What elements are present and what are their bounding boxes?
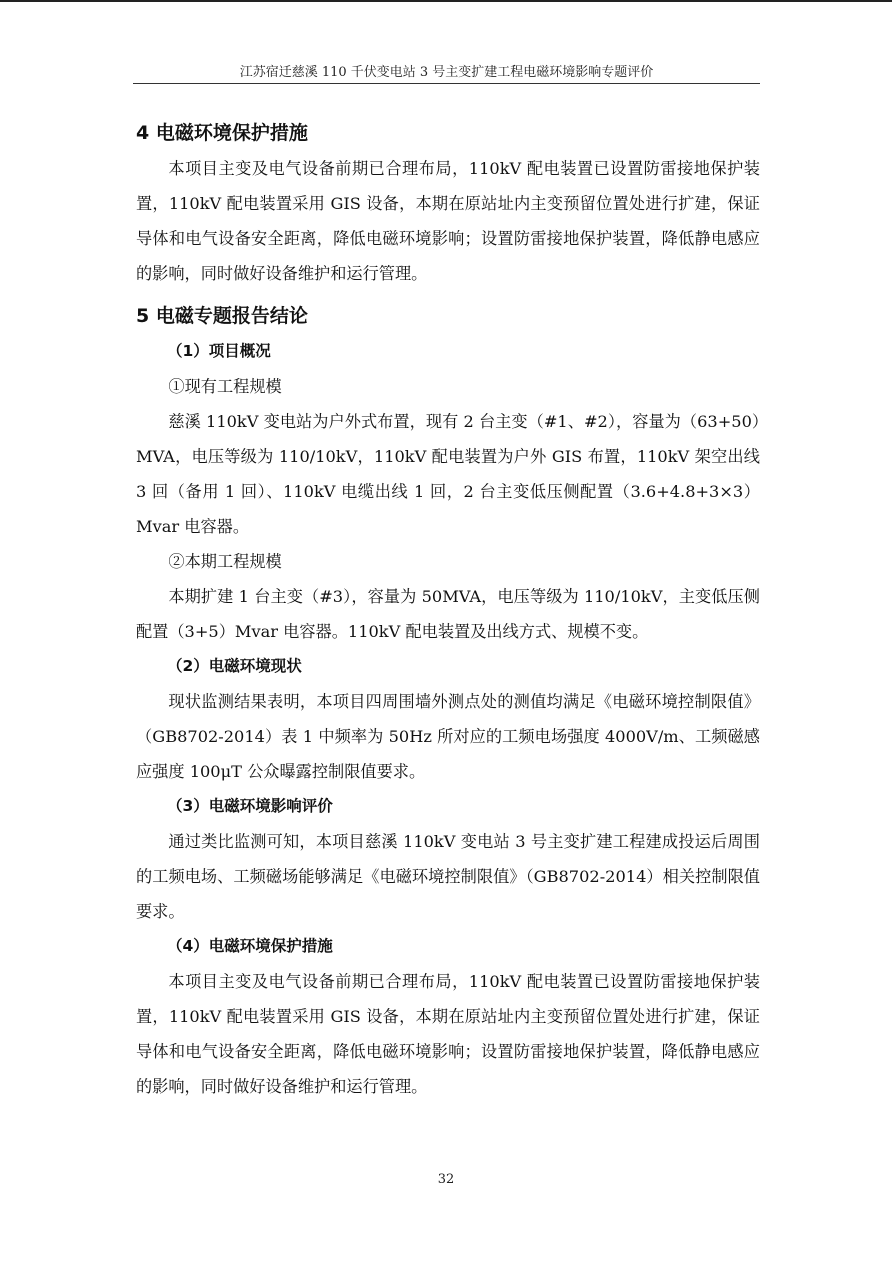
subsection-3-paragraph: 通过类比监测可知，本项目慈溪 110kV 变电站 3 号主变扩建工程建成投运后周围的工频电场、工频磁场能够满足《电磁环境控制限值》（GB8702-2014）相关控制限值要求。 [136, 832, 760, 921]
section-gap [136, 291, 760, 299]
current-scale-paragraph: 本期扩建 1 台主变（#3），容量为 50MVA，电压等级为 110/10kV，主变低压侧配置（3+5）Mvar 电容器。110kV 配电装置及出线方式、规模不变。 [136, 587, 760, 641]
section-4-paragraph: 本项目主变及电气设备前期已合理布局，110kV 配电装置已设置防雷接地保护装置，110kV 配电装置采用 GIS 设备，本期在原站址内主变预留位置处进行扩建，保证导体和电气设备安全距离，降低电磁环境影响；设置防雷接地保护装置，降低静电感应的影响，同时做好设备维护和运行管理。 [136, 159, 760, 283]
subsection-4-paragraph: 本项目主变及电气设备前期已合理布局，110kV 配电装置已设置防雷接地保护装置，110kV 配电装置采用 GIS 设备，本期在原站址内主变预留位置处进行扩建，保证导体和电气设备安全距离，降低电磁环境影响；设置防雷接地保护装置，降低静电感应的影响，同时做好设备维护和运行管理。 [136, 972, 760, 1096]
existing-scale-heading: ①现有工程规模 [168, 377, 282, 396]
subsection-2-heading: （2）电磁环境现状 [167, 657, 302, 675]
running-header: 江苏宿迁慈溪 110 千伏变电站 3 号主变扩建工程电磁环境影响专题评价 [239, 65, 654, 80]
subsection-4-heading: （4）电磁环境保护措施 [167, 937, 333, 955]
page-number: 32 [437, 1172, 455, 1187]
subsection-2-paragraph: 现状监测结果表明，本项目四周围墙外测点处的测值均满足《电磁环境控制限值》（GB8702-2014）表 1 中频率为 50Hz 所对应的工频电场强度 4000V/m、工频磁感应强度 100μT 公众曝露控制限值要求。 [136, 692, 760, 781]
subsection-1-heading: （1）项目概况 [167, 342, 271, 360]
top-border-line [0, 0, 892, 2]
section-5-heading: 5 电磁专题报告结论 [136, 305, 308, 327]
existing-scale-paragraph: 慈溪 110kV 变电站为户外式布置，现有 2 台主变（#1、#2），容量为（63+50）MVA，电压等级为 110/10kV，110kV 配电装置为户外 GIS 布置，110kV 架空出线 3 回（备用 1 回）、110kV 电缆出线 1 回，2 台主变低压侧配置（3.6+4.8+3×3）Mvar 电容器。 [136, 412, 760, 536]
current-scale-heading: ②本期工程规模 [168, 552, 282, 571]
page-body [136, 116, 760, 1104]
section-4-heading: 4 电磁环境保护措施 [136, 122, 308, 144]
header-divider [133, 83, 760, 84]
subsection-3-heading: （3）电磁环境影响评价 [167, 797, 333, 815]
